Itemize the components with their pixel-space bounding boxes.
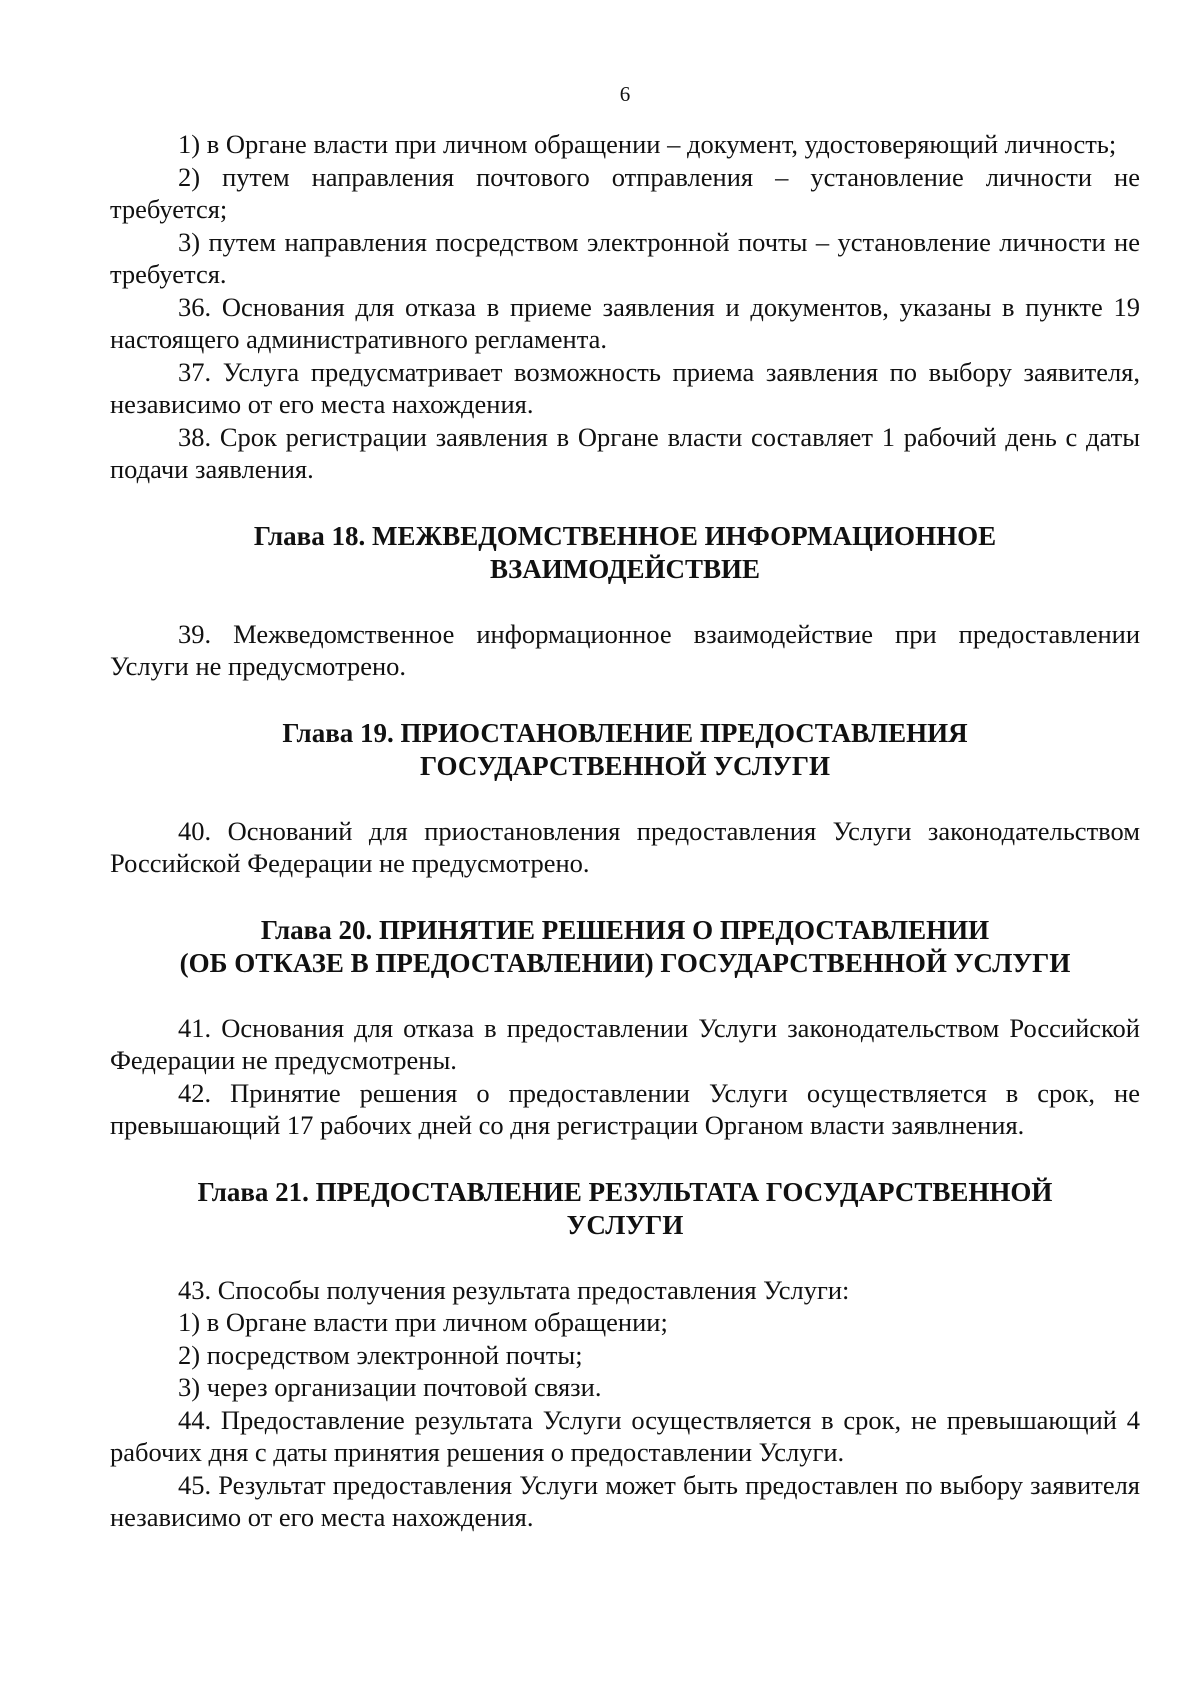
chapter-heading-line: УСЛУГИ: [566, 1209, 684, 1240]
spacer: [110, 683, 1140, 717]
paragraph: 42. Принятие решения о предоставлении Услуги осуществляется в срок, не превышающий 17 рабочих дней со дня регистрации Органом власти заявлнения.: [110, 1077, 1140, 1140]
paragraph: 3) через организации почтовой связи.: [178, 1372, 602, 1402]
chapter-heading: [110, 914, 1140, 980]
document-body: [110, 128, 1140, 1534]
paragraph: 37. Услуга предусматривает возможность приема заявления по выбору заявителя, независимо от его места нахождения.: [110, 356, 1140, 419]
spacer: [110, 783, 1140, 815]
spacer: [110, 586, 1140, 618]
chapter-heading-line: ВЗАИМОДЕЙСТВИЕ: [489, 553, 760, 584]
paragraph: 45. Результат предоставления Услуги может быть предоставлен по выбору заявителя независимо от его места нахождения.: [110, 1469, 1140, 1532]
paragraph: 39. Межведомственное информационное взаимодействие при предоставлении Услуги не предусмотрено.: [110, 618, 1140, 681]
spacer: [110, 880, 1140, 914]
paragraph: 1) в Органе власти при личном обращении;: [178, 1307, 668, 1337]
spacer: [110, 980, 1140, 1012]
spacer: [110, 486, 1140, 520]
paragraph: 41. Основания для отказа в предоставлении Услуги законодательством Российской Федерации не предусмотрены.: [110, 1012, 1140, 1075]
chapter-heading-line: Глава 18. МЕЖВЕДОМСТВЕННОЕ ИНФОРМАЦИОННОЕ: [253, 520, 997, 551]
chapter-heading: [110, 520, 1140, 586]
paragraph: 2) путем направления почтового отправления – установление личности не требуется;: [110, 161, 1140, 224]
paragraph: 40. Оснований для приостановления предоставления Услуги законодательством Российской Федерации не предусмотрено.: [110, 815, 1140, 878]
paragraph: 1) в Органе власти при личном обращении – документ, удостоверяющий личность;: [178, 129, 1117, 159]
paragraph: 44. Предоставление результата Услуги осуществляется в срок, не превышающий 4 рабочих дня с даты принятия решения о предоставлении Услуги.: [110, 1404, 1140, 1467]
chapter-heading-line: Глава 20. ПРИНЯТИЕ РЕШЕНИЯ О ПРЕДОСТАВЛЕНИИ: [260, 914, 990, 945]
chapter-heading-line: Глава 21. ПРЕДОСТАВЛЕНИЕ РЕЗУЛЬТАТА ГОСУДАРСТВЕННОЙ: [197, 1176, 1053, 1207]
chapter-heading-line: ГОСУДАРСТВЕННОЙ УСЛУГИ: [420, 750, 830, 781]
paragraph: 2) посредством электронной почты;: [178, 1339, 583, 1370]
chapter-heading-line: (ОБ ОТКАЗЕ В ПРЕДОСТАВЛЕНИИ) ГОСУДАРСТВЕННОЙ УСЛУГИ: [179, 947, 1071, 978]
chapter-heading: [110, 717, 1140, 783]
paragraph: 38. Срок регистрации заявления в Органе власти составляет 1 рабочий день с даты подачи заявления.: [110, 421, 1140, 484]
spacer: [110, 1142, 1140, 1176]
paragraph: 3) путем направления посредством электронной почты – установление личности не требуется.: [110, 226, 1140, 289]
chapter-heading-line: Глава 19. ПРИОСТАНОВЛЕНИЕ ПРЕДОСТАВЛЕНИЯ: [282, 717, 968, 748]
document-page: [110, 0, 1140, 1687]
page-number: 6: [619, 82, 631, 106]
paragraph: 36. Основания для отказа в приеме заявления и документов, указаны в пункте 19 настоящего административного регламента.: [110, 291, 1140, 354]
paragraph: 43. Способы получения результата предоставления Услуги:: [178, 1274, 850, 1305]
chapter-heading: [110, 1176, 1140, 1242]
spacer: [110, 1242, 1140, 1274]
